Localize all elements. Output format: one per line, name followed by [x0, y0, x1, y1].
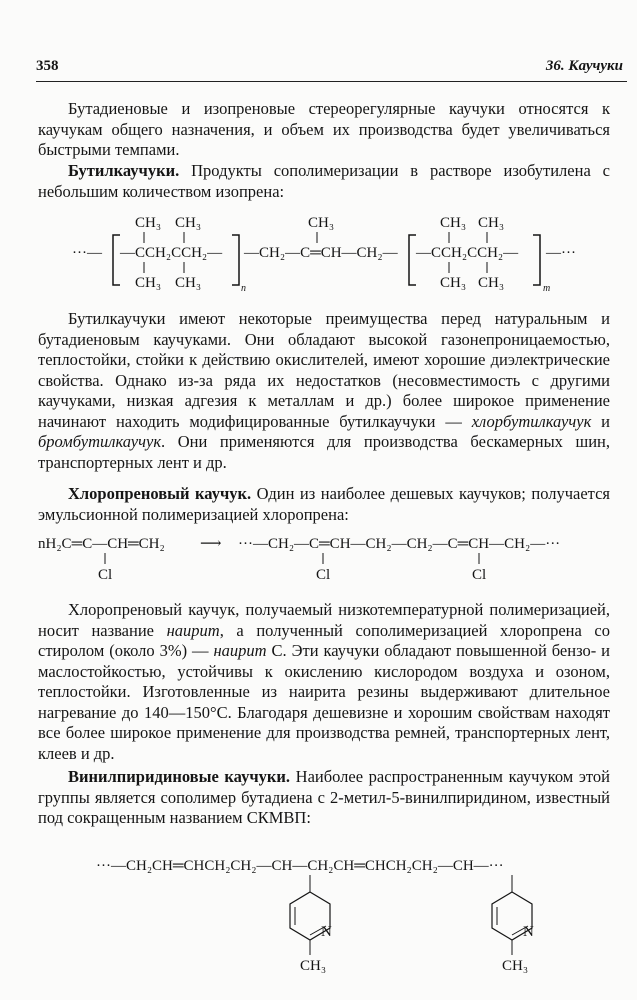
- ch3-label: CH₃: [300, 958, 327, 974]
- section-title-vinylpyridine: Винилпиридиновые каучуки.: [68, 767, 291, 786]
- paragraph-stereoregular: Бутадиеновые и изопреновые стереорегулярные каучуки относятся к каучукам общего назначения, и объем их производства будет увеличиваться быстрыми темпами.: [38, 99, 610, 159]
- formula-dots-left: ···—: [72, 245, 102, 261]
- paragraph-chloroprene-intro: Хлоропреновый каучук. Один из наиболее дешевых каучуков; получается эмульсионной полимеризацией хлоропрена:: [38, 484, 610, 524]
- chloroprene-polymer: ···—CH₂—C═CH—CH₂—CH₂—C═CH—CH₂—···: [238, 536, 561, 552]
- paragraph-butyl-intro: Бутилкаучуки. Продукты сополимеризации в растворе изобутилена с небольшим количеством изопрена:: [38, 161, 610, 201]
- cl-label: Cl: [472, 567, 487, 583]
- reaction-arrow: ⟶: [200, 536, 222, 552]
- cl-label: Cl: [98, 567, 113, 583]
- subscript-n: n: [241, 283, 246, 294]
- nitrogen-atom: N: [523, 924, 534, 940]
- butyl-rubber-formula: [0, 205, 637, 300]
- page-number: 358: [36, 58, 59, 74]
- section-title-chloroprene: Хлоропреновый каучук.: [68, 484, 252, 503]
- running-title: 36. Каучуки: [545, 58, 623, 74]
- page-header: [36, 58, 623, 80]
- nitrogen-atom: N: [321, 924, 332, 940]
- ch3-label: CH₃: [135, 215, 162, 231]
- isoprene-unit: —CH₂—C═CH—CH₂—: [244, 245, 398, 261]
- formula-dots-right: —···: [546, 245, 576, 261]
- ch3-label: CH₃: [478, 215, 505, 231]
- paragraph-butyl-properties: Бутилкаучуки имеют некоторые преимущества перед натуральным и бутадиеновым каучуками. Они обладают высокой газонепроницаемостью, теплостойки, стойки к действию окислителей, имеют хорошие диэлектрические свойства. Однако из-за ряда их недостатков (несовместимость с другими каучуками, низкая адгезия к металлам и др.) более широкое применение начинают находить модифицированные бутилкаучуки — хлорбутилкаучук и бромбутилкаучук. Они применяются для производства бескамерных шин, транспортерных лент и др.: [38, 309, 610, 472]
- ch3-label: CH₃: [440, 215, 467, 231]
- ch3-label: CH₃: [135, 275, 162, 291]
- ch3-label: CH₃: [175, 275, 202, 291]
- skmvp-formula: [0, 852, 637, 992]
- skmvp-chain: ···—CH₂CH═CHCH₂CH₂—CH—CH₂CH═CHCH₂CH₂—CH—···: [96, 858, 504, 874]
- chloroprene-monomer: nH₂C═C—CH═CH₂: [38, 536, 165, 552]
- isobutylene-unit: —CCH₂CCH₂—: [416, 245, 519, 261]
- ch3-label: CH₃: [502, 958, 529, 974]
- ch3-label: CH₃: [440, 275, 467, 291]
- ch3-label: CH₃: [478, 275, 505, 291]
- cl-label: Cl: [316, 567, 331, 583]
- ch3-label: CH₃: [175, 215, 202, 231]
- header-rule: [36, 81, 627, 82]
- section-title-butyl: Бутилкаучуки.: [68, 161, 180, 180]
- paragraph-vinylpyridine-intro: Винилпиридиновые каучуки. Наиболее распространенным каучуком этой группы является сополимер бутадиена с 2-метил-5-винилпиридином, известный под сокращенным названием СКМВП:: [38, 767, 610, 827]
- subscript-m: m: [543, 283, 551, 294]
- paragraph-nairit: Хлоропреновый каучук, получаемый низкотемпературной полимеризацией, носит название наирит, а полученный сополимеризацией хлоропрена со стиролом (около 3%) — наирит С. Эти каучуки обладают повышенной бензо- и маслостойкостью, устойчивы к окислению кислородом воздуха и озоном, теплостойки. Изготовленные из наирита резины выдерживают длительное нагревание до 140—150°C. Благодаря дешевизне и хорошим свойствам находят все более широкое применение для производства ремней, транспортерных лент, клеев и др.: [38, 600, 611, 763]
- isobutylene-unit: —CCH₂CCH₂—: [120, 245, 223, 261]
- ch3-label: CH₃: [308, 215, 335, 231]
- chloroprene-reaction: [0, 528, 637, 588]
